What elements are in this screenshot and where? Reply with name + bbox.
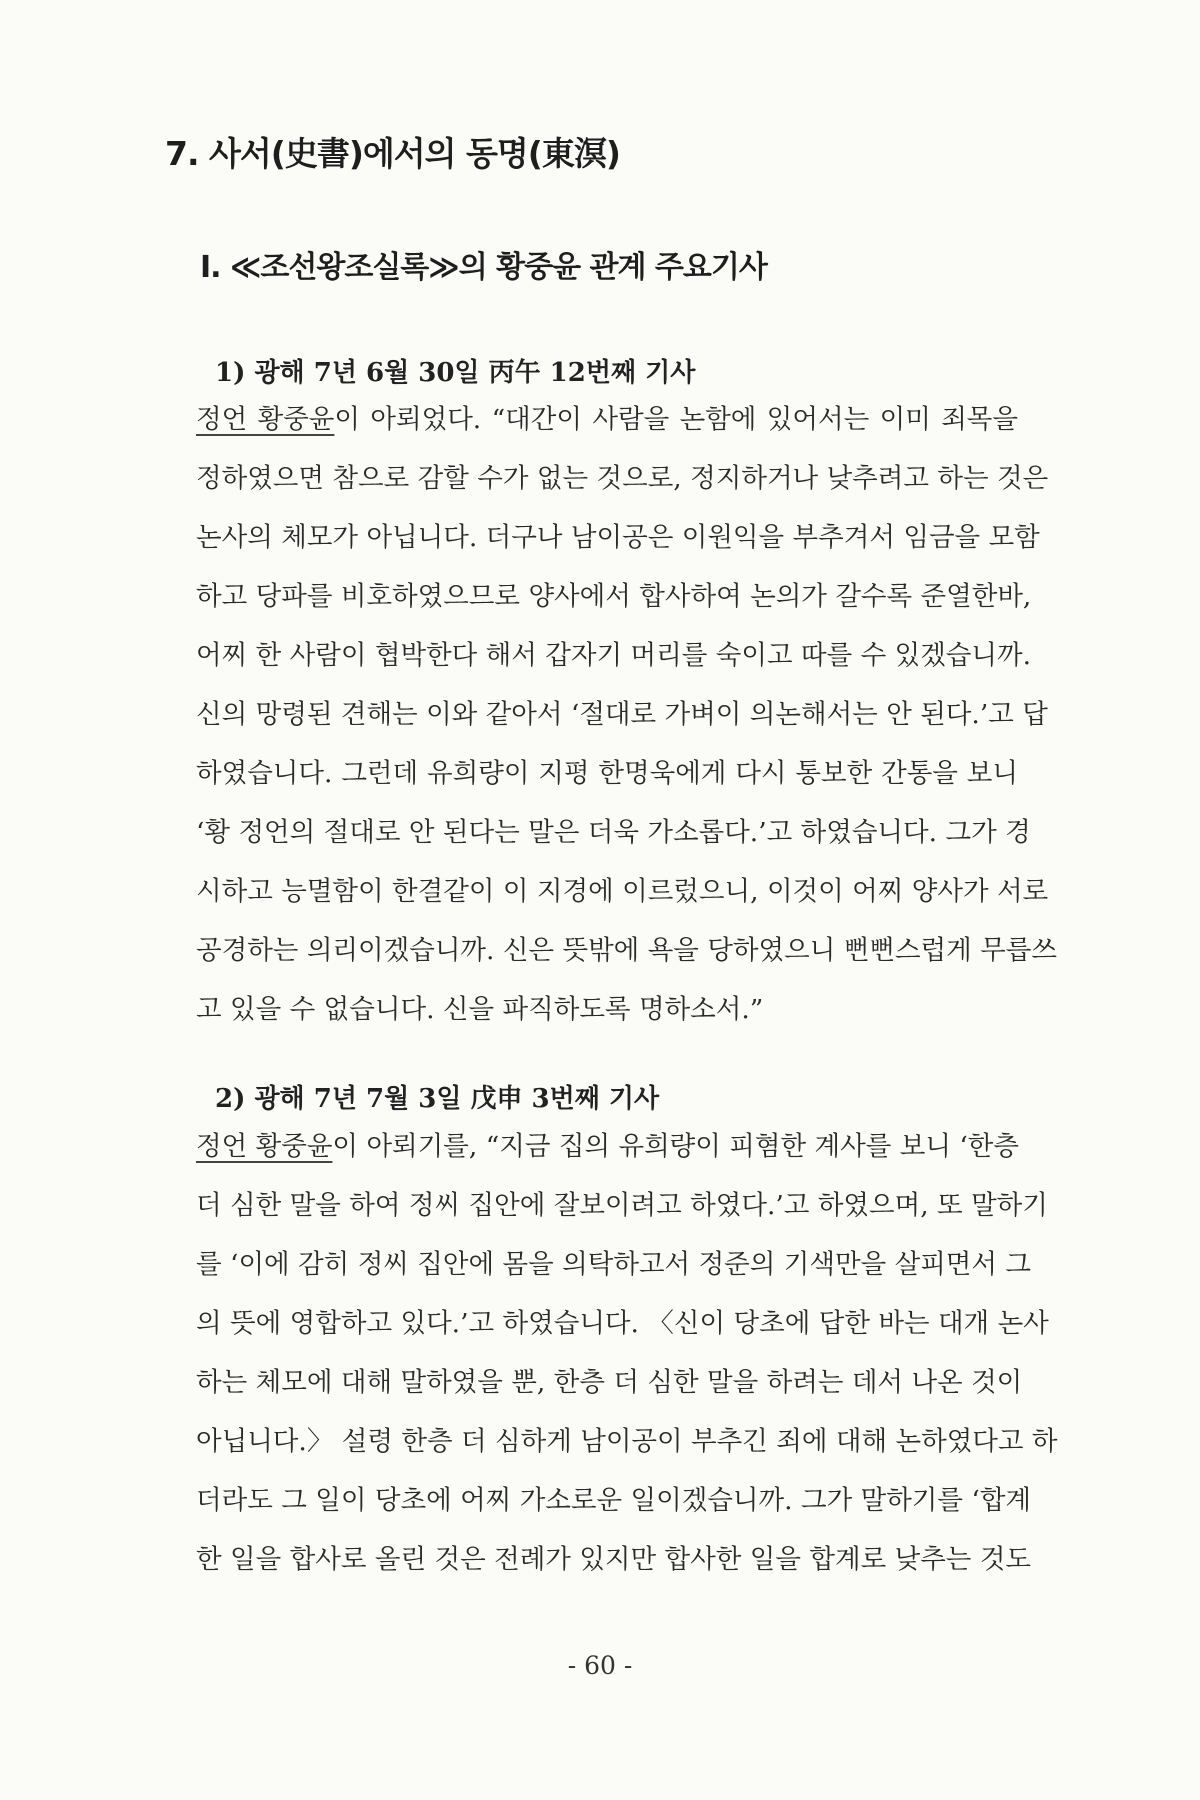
body-line: 하는 체모에 대해 말하였을 뿐, 한층 더 심한 말을 하려는 데서 나온 것이 <box>196 1367 1023 1398</box>
body-line <box>196 1129 1018 1165</box>
body-line: 더 심한 말을 하여 정씨 집안에 잘보이려고 하였다.’고 하였으며, 또 말하기 <box>196 1190 1048 1221</box>
body-line <box>196 402 1018 438</box>
entry-heading: 2) 광해 7년 7월 3일 戊申 3번째 기사 <box>215 1084 660 1114</box>
body-line: 고 있을 수 없습니다. 신을 파직하도록 명하소서.” <box>196 994 764 1025</box>
body-line: 시하고 능멸함이 한결같이 이 지경에 이르렀으니, 이것이 어찌 양사가 서로 <box>196 876 1049 907</box>
section-title: Ⅰ. ≪조선왕조실록≫의 황중윤 관계 주요기사 <box>200 250 767 285</box>
body-line: 를 ‘이에 감히 정씨 집안에 몸을 의탁하고서 정준의 기색만을 살피면서 그 <box>196 1249 1032 1280</box>
body-line: 더라도 그 일이 당초에 어찌 가소로운 일이겠습니까. 그가 말하기를 ‘합계 <box>196 1485 1032 1516</box>
body-line: 신의 망령된 견해는 이와 같아서 ‘절대로 가벼이 의논해서는 안 된다.’고 답 <box>196 699 1048 730</box>
body-line: 아닙니다.〉 설령 한층 더 심하게 남이공이 부추긴 죄에 대해 논하였다고 하 <box>196 1426 1058 1457</box>
body-line: 공경하는 의리이겠습니까. 신은 뜻밖에 욕을 당하였으니 뻔뻔스럽게 무릅쓰 <box>196 935 1057 966</box>
body-line: 하였습니다. 그런데 유희량이 지평 한명욱에게 다시 통보한 간통을 보니 <box>196 758 1018 789</box>
body-text: 이 아뢰기를, “지금 집의 유희량이 피혐한 계사를 보니 ‘한층 <box>332 1131 1019 1162</box>
chapter-title: 7. 사서(史書)에서의 동명(東溟) <box>165 134 620 173</box>
body-line: 한 일을 합사로 올린 것은 전례가 있지만 합사한 일을 합계로 낮추는 것도 <box>196 1544 1032 1575</box>
body-text: 이 아뢰었다. “대간이 사람을 논함에 있어서는 이미 죄목을 <box>334 404 1018 435</box>
body-line: 정하였으면 참으로 감할 수가 없는 것으로, 정지하거나 낮추려고 하는 것은 <box>196 463 1049 494</box>
entry-heading: 1) 광해 7년 6월 30일 丙午 12번째 기사 <box>215 358 696 388</box>
speaker-name: 정언 황중윤 <box>196 1131 333 1162</box>
body-line: ‘황 정언의 절대로 안 된다는 말은 더욱 가소롭다.’고 하였습니다. 그가 경 <box>196 817 1031 848</box>
body-line: 논사의 체모가 아닙니다. 더구나 남이공은 이원익을 부추겨서 임금을 모함 <box>196 522 1040 553</box>
page-number: - 60 - <box>567 1651 633 1680</box>
body-line: 어찌 한 사람이 협박한다 해서 갑자기 머리를 숙이고 따를 수 있겠습니까. <box>196 640 1032 671</box>
speaker-name: 정언 황중윤 <box>196 404 335 435</box>
body-line: 의 뜻에 영합하고 있다.’고 하였습니다. 〈신이 당초에 답한 바는 대개 논사 <box>196 1308 1049 1339</box>
body-line: 하고 당파를 비호하였으므로 양사에서 합사하여 논의가 갈수록 준열한바, <box>196 581 1032 612</box>
